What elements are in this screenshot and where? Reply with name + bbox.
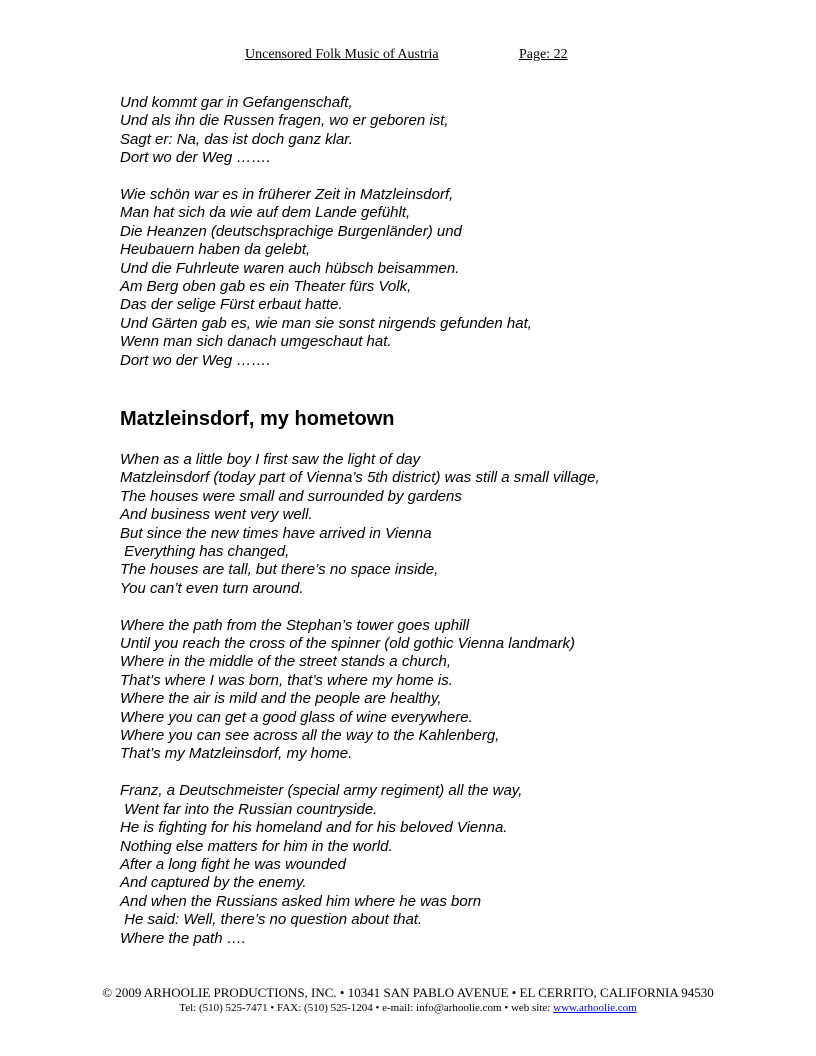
lyric-line: He is fighting for his homeland and for his beloved Vienna.	[120, 819, 508, 837]
english-stanza	[120, 451, 740, 598]
footer-contact	[0, 1001, 816, 1015]
page-header	[0, 47, 816, 67]
lyric-line: But since the new times have arrived in Vienna	[120, 524, 432, 542]
lyric-line: Die Heanzen (deutschsprachige Burgenländer) und	[120, 222, 462, 240]
lyric-line: Where the air is mild and the people are healthy,	[120, 690, 442, 708]
lyric-line: Und die Fuhrleute waren auch hübsch beisammen.	[120, 259, 460, 277]
lyric-line: Man hat sich da wie auf dem Lande gefühlt,	[120, 204, 411, 222]
lyric-line: Wenn man sich danach umgeschaut hat.	[120, 333, 392, 351]
lyric-line: Nothing else matters for him in the world.	[120, 837, 393, 855]
lyric-line: Where in the middle of the street stands a church,	[120, 653, 452, 671]
lyric-line: Heubauern haben da gelebt,	[120, 241, 311, 259]
lyric-line: Am Berg oben gab es ein Theater fürs Volk,	[120, 278, 412, 296]
english-stanza	[120, 617, 740, 764]
lyric-line: You can’t even turn around.	[120, 579, 304, 597]
english-stanza	[120, 782, 740, 948]
lyric-line: Dort wo der Weg …….	[120, 149, 271, 167]
lyric-line: That’s where I was born, that’s where my home is.	[120, 671, 453, 689]
lyric-line: Das der selige Fürst erbaut hatte.	[120, 296, 343, 314]
lyric-line: After a long fight he was wounded	[120, 855, 346, 873]
lyric-line: Matzleinsdorf (today part of Vienna’s 5th district) was still a small village,	[120, 469, 600, 487]
german-stanza	[120, 186, 740, 370]
stanza-gap	[120, 764, 740, 782]
lyric-line: Where you can see across all the way to the Kahlenberg,	[120, 727, 500, 745]
lyric-line: Where the path ….	[120, 929, 246, 947]
lyric-line: Franz, a Deutschmeister (special army regiment) all the way,	[120, 782, 523, 800]
section-heading: Matzleinsdorf, my hometown	[120, 408, 395, 430]
lyric-line: Und als ihn die Russen fragen, wo er geboren ist,	[120, 112, 449, 130]
lyric-line: The houses are tall, but there’s no space inside,	[120, 561, 439, 579]
page-footer	[0, 985, 816, 1015]
lyric-line: Everything has changed,	[120, 543, 290, 561]
lyric-line: And captured by the enemy.	[120, 874, 307, 892]
lyric-line: Until you reach the cross of the spinner (old gothic Vienna landmark)	[120, 635, 575, 653]
lyric-line: He said: Well, there’s no question about that.	[120, 911, 423, 929]
lyric-line: Wie schön war es in früherer Zeit in Matzleinsdorf,	[120, 186, 454, 204]
lyric-line: Und kommt gar in Gefangenschaft,	[120, 94, 353, 111]
lyric-line: When as a little boy I first saw the light of day	[120, 451, 421, 468]
stanza-gap	[120, 598, 740, 616]
lyric-line: The houses were small and surrounded by gardens	[120, 487, 462, 505]
english-lyrics	[120, 451, 740, 948]
website-link[interactable]: www.arhoolie.com	[553, 1002, 637, 1014]
lyric-line: Sagt er: Na, das ist doch ganz klar.	[120, 130, 353, 148]
lyric-line: Went far into the Russian countryside.	[120, 800, 378, 818]
german-lyrics	[120, 94, 740, 370]
lyric-line: Where you can get a good glass of wine everywhere.	[120, 708, 473, 726]
document-title: Uncensored Folk Music of Austria	[245, 47, 439, 62]
page-number: Page: 22	[519, 47, 568, 62]
stanza-gap	[120, 168, 740, 186]
footer-contact-text: Tel: (510) 525-7471 • FAX: (510) 525-1204 • e-mail: info@arhoolie.com • web site:	[179, 1002, 554, 1014]
lyric-line: And business went very well.	[120, 506, 313, 524]
german-stanza	[120, 94, 740, 168]
lyric-line: Und Gärten gab es, wie man sie sonst nirgends gefunden hat,	[120, 314, 532, 332]
footer-copyright: © 2009 ARHOOLIE PRODUCTIONS, INC. • 10341 SAN PABLO AVENUE • EL CERRITO, CALIFORNIA 94530	[102, 985, 714, 1000]
lyric-line: Dort wo der Weg …….	[120, 351, 271, 369]
lyric-line: Where the path from the Stephan’s tower goes uphill	[120, 616, 470, 634]
lyric-line: And when the Russians asked him where he was born	[120, 892, 482, 910]
lyric-line: That’s my Matzleinsdorf, my home.	[120, 745, 353, 763]
